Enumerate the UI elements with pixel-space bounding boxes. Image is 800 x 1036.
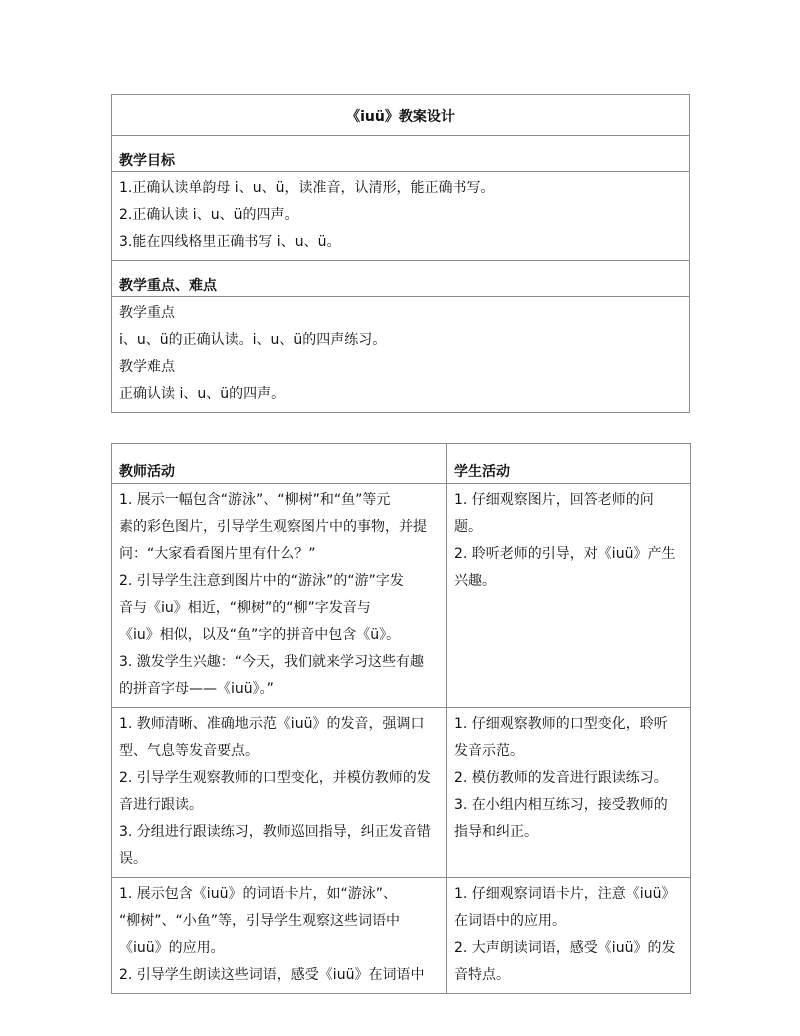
teacher-line: 音与《iu》相近，“柳树”的“柳”字发音与: [119, 600, 371, 616]
teacher-activity-cell: [112, 484, 447, 708]
teacher-line: 误。: [119, 851, 147, 867]
teacher-line: 1. 展示包含《iuü》的词语卡片，如“游泳”、: [119, 886, 397, 902]
key-points-cell: [112, 297, 690, 413]
key-line: 教学重点: [119, 305, 175, 321]
student-line: 1. 仔细观察教师的口型变化，聆听: [454, 716, 668, 732]
student-line: 1. 仔细观察词语卡片，注意《iuü》: [454, 886, 676, 902]
objectives-cell: [112, 172, 690, 261]
objective-line: 1.正确认读单韵母 i、u、ü，读准音，认清形，能正确书写。: [119, 180, 495, 196]
teacher-line: 的拼音字母——《iuü》。”: [119, 681, 274, 697]
teacher-line: 问：“大家看看图片里有什么？”: [119, 546, 316, 562]
teacher-activity-cell: [112, 708, 447, 878]
teacher-line: 1. 教师清晰、准确地示范《iuü》的发音，强调口: [119, 716, 425, 732]
student-line: 在词语中的应用。: [454, 913, 566, 929]
objective-line: 3.能在四线格里正确书写 i、u、ü。: [119, 234, 341, 250]
student-line: 2. 大声朗读词语，感受《iuü》的发: [454, 940, 676, 956]
teacher-line: 《iuü》的应用。: [119, 940, 225, 956]
activities-table: [111, 443, 691, 994]
teacher-line: 3. 激发学生兴趣：“今天，我们就来学习这些有趣: [119, 654, 425, 670]
teacher-activity-cell: [112, 878, 447, 994]
teacher-line: 2. 引导学生观察教师的口型变化，并模仿教师的发: [119, 770, 431, 786]
student-activity-cell: [447, 484, 691, 708]
student-line: 发音示范。: [454, 743, 524, 759]
teacher-line: 《iu》相似，以及“鱼”字的拼音中包含《ü》。: [119, 627, 401, 643]
student-line: 2. 聆听老师的引导，对《iuü》产生: [454, 546, 676, 562]
teacher-line: 素的彩色图片，引导学生观察图片中的事物，并提: [119, 519, 427, 535]
key-line: 正确认读 i、u、ü的四声。: [119, 386, 286, 402]
activity-row: [112, 878, 691, 994]
teacher-line: 2. 引导学生注意到图片中的“游泳”的“游”字发: [119, 573, 404, 589]
activity-row: [112, 484, 691, 708]
teacher-line: 1. 展示一幅包含“游泳”、“柳树”和“鱼”等元: [119, 492, 391, 508]
student-line: 兴趣。: [454, 573, 496, 589]
key-line: i、u、ü的正确认读。i、u、ü的四声练习。: [119, 332, 387, 348]
teacher-line: 音进行跟读。: [119, 797, 203, 813]
teacher-activity-header: 教师活动: [112, 444, 447, 484]
teacher-line: 3. 分组进行跟读练习，教师巡回指导，纠正发音错: [119, 824, 431, 840]
objective-line: 2.正确认读 i、u、ü的四声。: [119, 207, 299, 223]
student-line: 1. 仔细观察图片，回答老师的问: [454, 492, 654, 508]
lesson-plan-table: [111, 94, 690, 413]
teacher-line: “柳树”、“小鱼”等，引导学生观察这些词语中: [119, 913, 401, 929]
teacher-line: 2. 引导学生朗读这些词语，感受《iuü》在词语中: [119, 967, 425, 983]
objectives-heading: 教学目标: [112, 136, 690, 172]
student-line: 3. 在小组内相互练习，接受教师的: [454, 797, 668, 813]
activity-row: [112, 708, 691, 878]
student-line: 指导和纠正。: [454, 824, 538, 840]
student-line: 音特点。: [454, 967, 510, 983]
student-activity-cell: [447, 708, 691, 878]
student-line: 2. 模仿教师的发音进行跟读练习。: [454, 770, 668, 786]
student-activity-cell: [447, 878, 691, 994]
student-activity-header: 学生活动: [447, 444, 691, 484]
key-points-heading: 教学重点、难点: [112, 261, 690, 297]
plan-title: 《iuü》教案设计: [112, 95, 690, 136]
teacher-line: 型、气息等发音要点。: [119, 743, 259, 759]
key-line: 教学难点: [119, 359, 175, 375]
student-line: 题。: [454, 519, 482, 535]
